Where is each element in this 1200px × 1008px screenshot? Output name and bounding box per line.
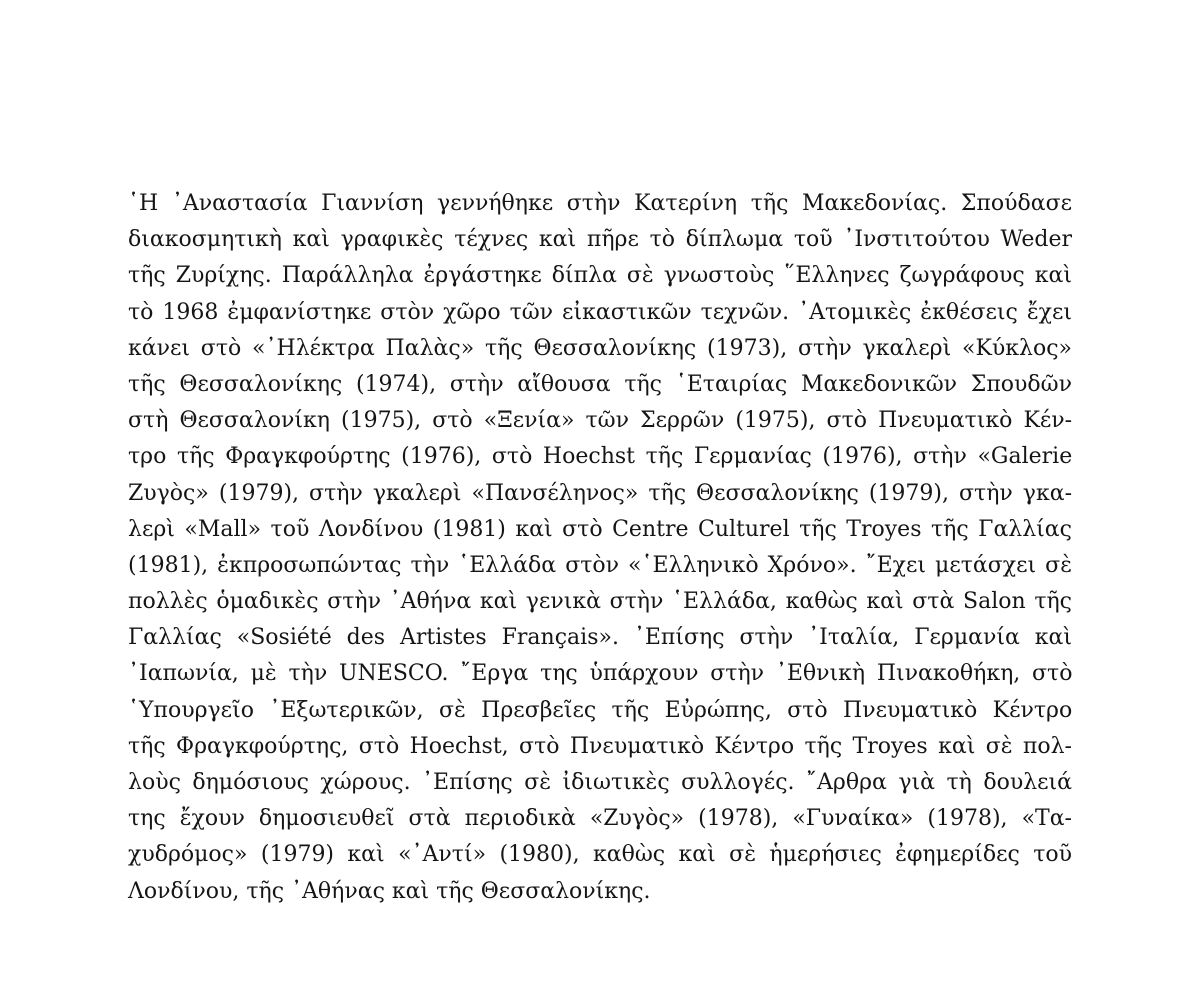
text-line-6: τῆς Θεσσαλονίκης (1974), στὴν αἴθουσα τῆς ῾Εταιρίας Μακεδονικῶν Σπουδῶν: [128, 371, 1072, 397]
text-line-2: διακοσμητικὴ καὶ γραφικὲς τέχνες καὶ πῆρε τὸ δίπλωμα τοῦ ᾿Ινστιτούτου Weder: [128, 227, 1072, 253]
text-line-15: ῾Υπουργεῖο ᾿Εξωτερικῶν, σὲ Πρεσβεῖες τῆς Εὐρώπης, στὸ Πνευματικὸ Κέντρο: [128, 697, 1073, 723]
text-line-9: Ζυγὸς» (1979), στὴν γκαλερὶ «Πανσέληνος» τῆς Θεσσαλονίκης (1979), στὴν γκα-: [128, 480, 1072, 506]
text-line-3: τῆς Ζυρίχης. Παράλληλα ἐργάστηκε δίπλα σὲ γνωστοὺς ῞Ελληνες ζωγράφους καὶ: [128, 263, 1072, 289]
text-line-18: της ἔχουν δημοσιευθεῖ στὰ περιοδικὰ «Ζυγὸς» (1978), «Γυναίκα» (1978), «Τα-: [128, 806, 1072, 832]
text-line-1: ῾Η ᾿Αναστασία Γιαννίση γεννήθηκε στὴν Κατερίνη τῆς Μακεδονίας. Σπούδασε: [128, 191, 1072, 216]
text-line-8: τρο τῆς Φραγκφούρτης (1976), στὸ Hoechst τῆς Γερμανίας (1976), στὴν «Galerie: [128, 444, 1073, 470]
text-line-16: τῆς Φραγκφούρτης, στὸ Hoechst, στὸ Πνευματικὸ Κέντρο τῆς Troyes καὶ σὲ πολ-: [128, 733, 1072, 759]
text-line-4: τὸ 1968 ἐμφανίστηκε στὸν χῶρο τῶν εἰκαστικῶν τεχνῶν. ᾿Ατομικὲς ἐκθέσεις ἔχει: [128, 299, 1072, 325]
text-line-12: πολλὲς ὁμαδικὲς στὴν ᾿Αθήνα καὶ γενικὰ στὴν ῾Ελλάδα, καθὼς καὶ στὰ Salon τῆς: [128, 589, 1072, 615]
text-line-11: (1981), ἐκπροσωπώντας τὴν ῾Ελλάδα στὸν «῾Ελληνικὸ Χρόνο». ῎Εχει μετάσχει σὲ: [128, 552, 1072, 578]
text-line-13: Γαλλίας «Sosiété des Artistes Français». ᾿Επίσης στὴν ᾿Ιταλία, Γερμανία καὶ: [128, 625, 1072, 651]
text-line-5: κάνει στὸ «᾿Ηλέκτρα Παλὰς» τῆς Θεσσαλονίκης (1973), στὴν γκαλερὶ «Κύκλος»: [128, 335, 1072, 361]
text-line-10: λερὶ «Mall» τοῦ Λονδίνου (1981) καὶ στὸ Centre Culturel τῆς Troyes τῆς Γαλλίας: [128, 516, 1072, 542]
text-line-7: στὴ Θεσσαλονίκη (1975), στὸ «Ξενία» τῶν Σερρῶν (1975), στὸ Πνευματικὸ Κέν-: [128, 408, 1073, 434]
text-line-20: Λονδίνου, τῆς ᾿Αθήνας καὶ τῆς Θεσσαλονίκης.: [128, 878, 651, 904]
text-line-14: ᾿Ιαπωνία, μὲ τὴν UNESCO. ῎Εργα της ὑπάρχουν στὴν ᾿Εθνικὴ Πινακοθήκη, στὸ: [128, 661, 1073, 687]
text-line-17: λοὺς δημόσιους χώρους. ᾿Επίσης σὲ ἰδιωτικὲς συλλογές. ῎Αρθρα γιὰ τὴ δουλειά: [128, 770, 1073, 795]
text-line-19: χυδρόμος» (1979) καὶ «᾿Αντί» (1980), καθὼς καὶ σὲ ἡμερήσιες ἐφημερίδες τοῦ: [128, 842, 1072, 868]
biography-paragraph: [128, 186, 1072, 910]
